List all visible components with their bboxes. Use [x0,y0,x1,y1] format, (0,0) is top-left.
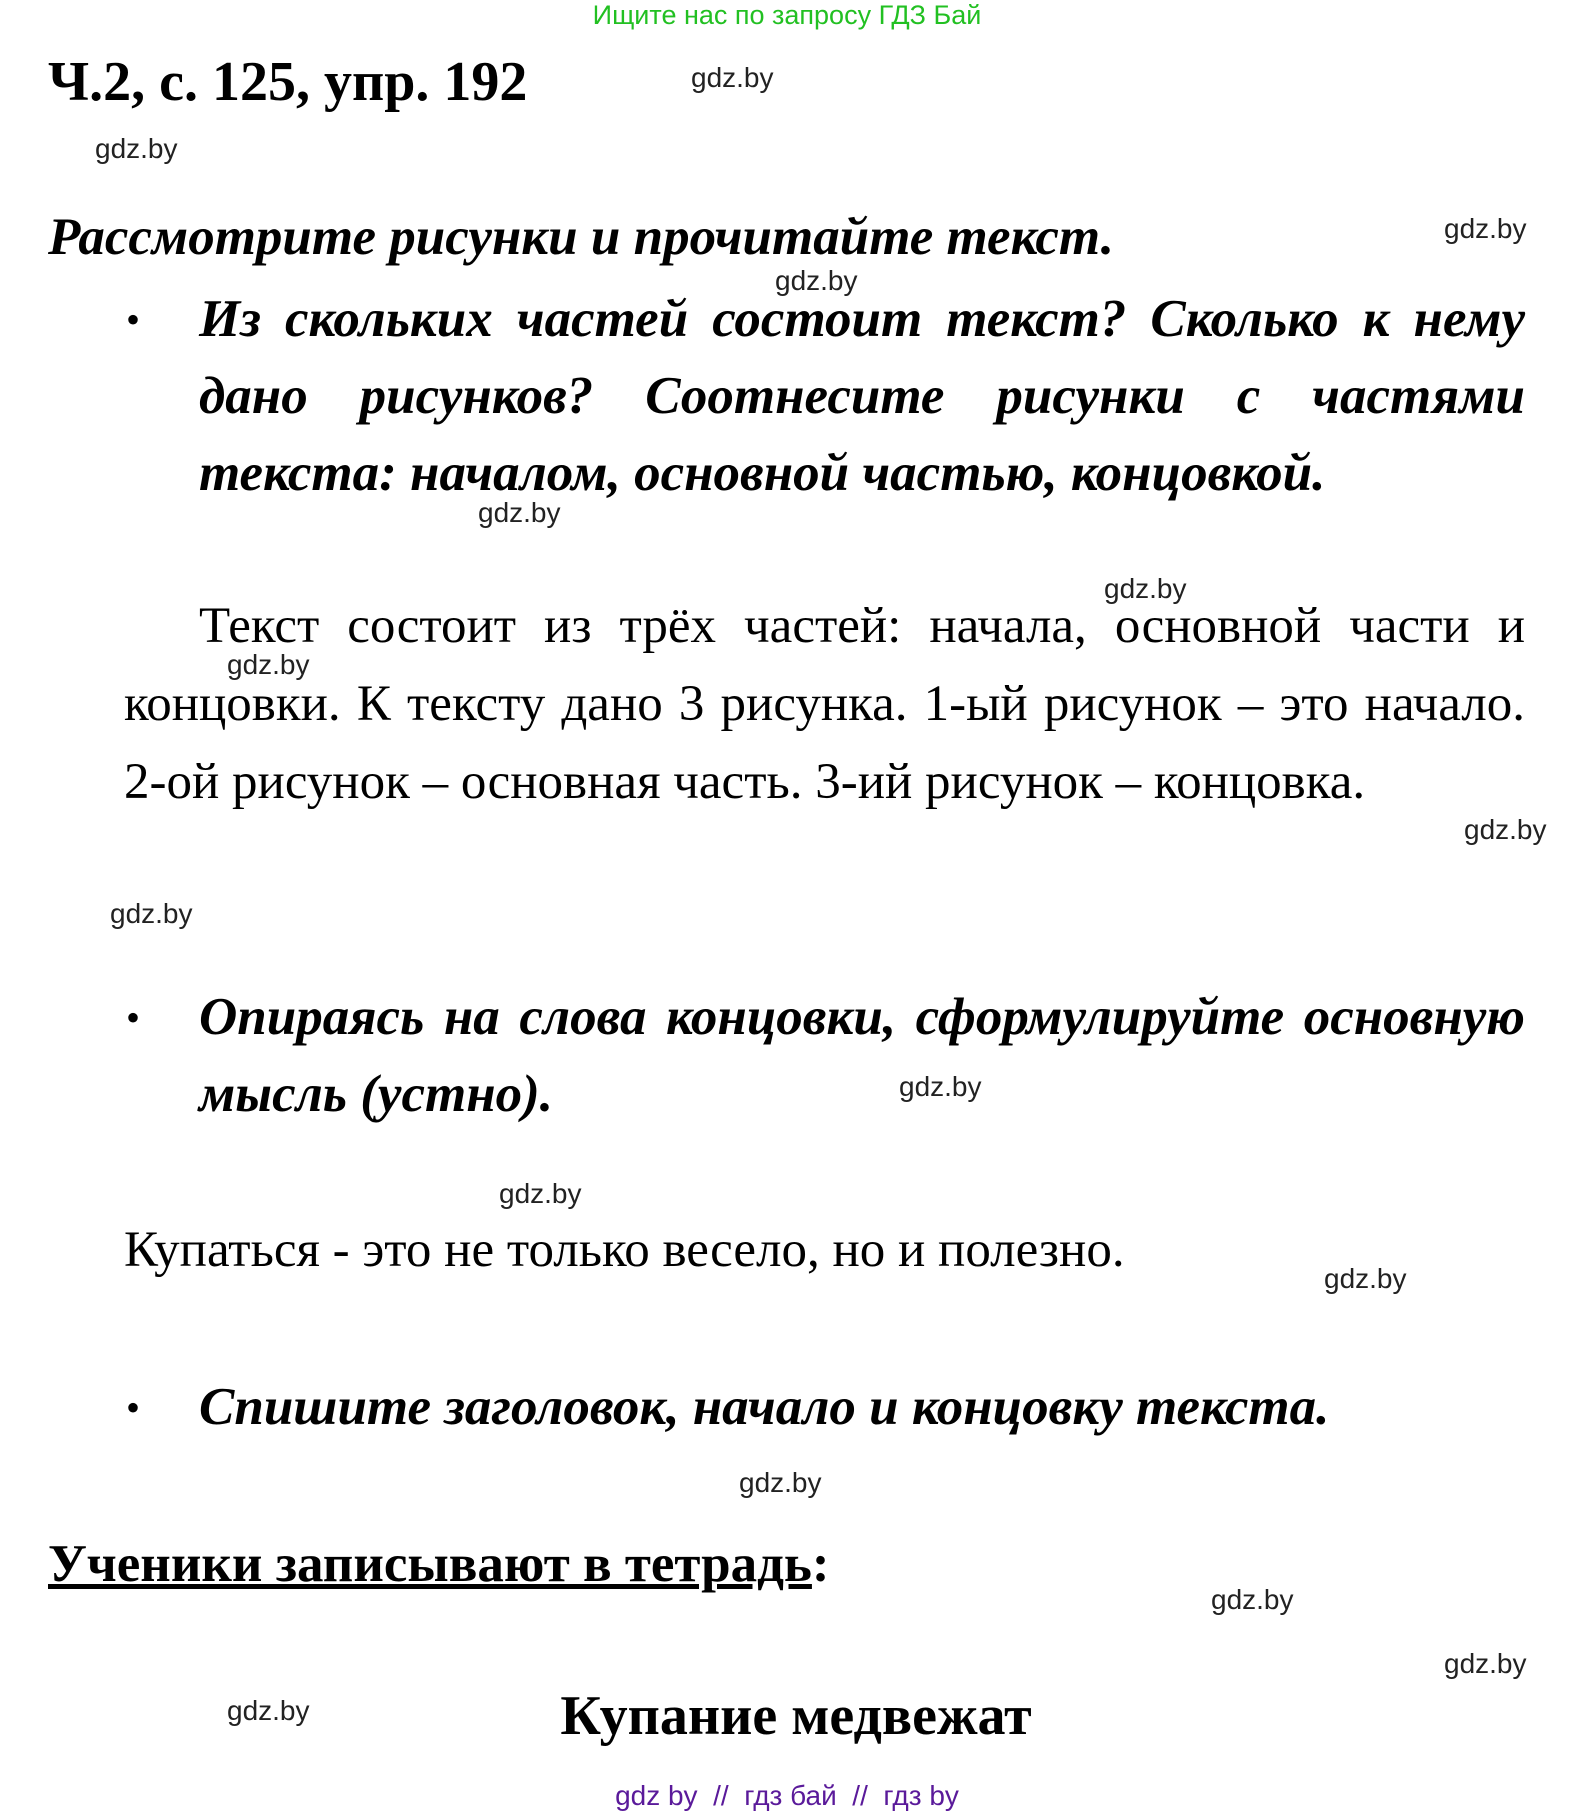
watermark: gdz.by [775,265,858,296]
watermark: gdz.by [1444,213,1527,244]
task-answer-1: Текст состоит из трёх частей: начала, основной части и концовки. К тексту дано 3 рисунка. 1-ый рисунок – это начало. 2-ой рисунок – основная часть. 3-ий рисунок – концовка. [124,598,1525,810]
story-title: Купание медвежат [560,1685,1032,1747]
bullet-icon: • [126,297,141,342]
task-question-1: Из скольких частей состоит текст? Сколько к нему дано рисунков? Соотнесите рисунки с частями текста: началом, основной частью, концовкой. [199,290,1525,502]
watermark: gdz.by [739,1467,822,1498]
instruction: Рассмотрите рисунки и прочитайте текст. [48,208,1115,266]
watermark: gdz.by [478,497,561,528]
watermark: gdz.by [227,649,310,680]
watermark: gdz.by [1464,814,1547,845]
bottom-banner: gdz by // гдз бай // гдз by [615,1780,959,1811]
bullet-icon: • [126,1385,141,1430]
notebook-heading [48,1526,830,1602]
watermark: gdz.by [1324,1263,1407,1294]
watermark: gdz.by [227,1695,310,1726]
task-question-3: Спишите заголовок, начало и концовку текста. [199,1378,1330,1436]
watermark: gdz.by [1104,573,1187,604]
notebook-label: Ученики записывают в тетрадь [48,1535,812,1593]
bullet-icon: • [126,995,141,1040]
watermark: gdz.by [110,898,193,929]
watermark: gdz.by [899,1071,982,1102]
watermark: gdz.by [691,62,774,93]
task-question-2: Опираясь на слова концовки, сформулируйте основную мысль (устно). [199,988,1525,1123]
task-answer-2: Купаться - это не только весело, но и полезно. [124,1222,1125,1278]
watermark: gdz.by [95,133,178,164]
watermark: gdz.by [1444,1648,1527,1679]
notebook-colon: : [811,1535,830,1593]
watermark: gdz.by [499,1178,582,1209]
top-banner: Ищите нас по запросу ГДЗ Бай [592,0,982,30]
watermark: gdz.by [1211,1584,1294,1615]
page-title: Ч.2, с. 125, упр. 192 [48,51,528,113]
